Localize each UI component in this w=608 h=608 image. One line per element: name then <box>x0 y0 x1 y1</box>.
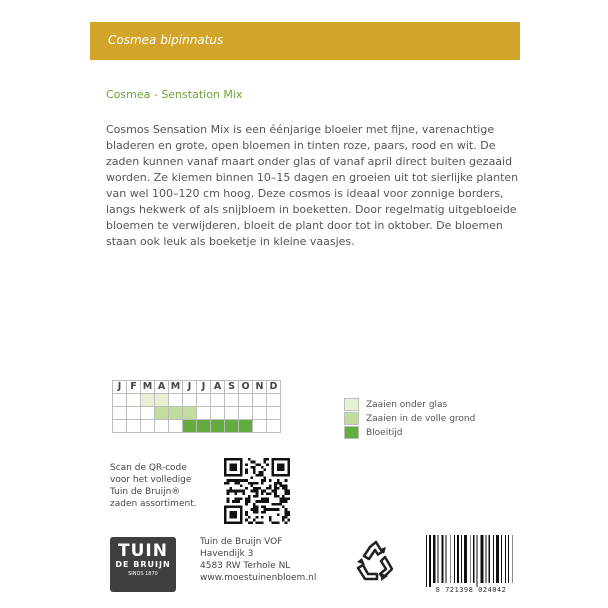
calendar-row-bloom <box>113 420 281 433</box>
brand-logo <box>110 537 176 592</box>
logo-line-1: TUIN <box>118 541 168 561</box>
calendar-cell <box>183 420 197 433</box>
calendar-cell <box>127 420 141 433</box>
calendar-row-sow-under-glass <box>113 394 281 407</box>
logo-line-3: SINDS 1870 <box>128 571 158 577</box>
qr-instructions <box>110 462 197 510</box>
variety-name: Cosmea - Senstation Mix <box>106 88 243 101</box>
qr-text-line: Scan de QR-code <box>110 463 187 473</box>
qr-text-line: Tuin de Bruijn® <box>110 487 181 497</box>
calendar-cell <box>183 407 197 420</box>
month-label: J <box>113 381 127 394</box>
month-label: J <box>183 381 197 394</box>
description-text: Cosmos Sensation Mix is een éénjarige bloeier met fijne, varenachtige bladeren en grote, open bloemen in tinten roze, paars, rood en wit. De zaden kunnen vanaf maart onder glas of vanaf april direct buiten gezaaid worden. Ze kiemen binnen 10–15 dagen en groeien uit tot sierlijke planten van wel 100–120 cm hoog. Deze cosmos is ideaal voor zonnige borders, langs hekwerk of als snijbloem in boeketten. Door regelmatig uitgebloeide bloemen te verwijderen, bloeit de plant door tot in oktober. De bloemen staan ook leuk als boeketje in kleine vaasjes. <box>106 123 519 248</box>
legend-label: Bloeitijd <box>366 427 403 438</box>
website-link[interactable]: www.moestuinenbloem.nl <box>200 573 317 583</box>
legend-swatch <box>344 398 359 411</box>
month-label: J <box>197 381 211 394</box>
calendar-cell <box>253 394 267 407</box>
calendar-cell <box>267 420 281 433</box>
calendar-cell <box>225 394 239 407</box>
calendar-cell <box>239 420 253 433</box>
calendar-cell <box>225 420 239 433</box>
calendar-cell <box>211 394 225 407</box>
calendar-cell <box>155 394 169 407</box>
address-line: Havendijk 3 <box>200 549 254 559</box>
month-label: A <box>155 381 169 394</box>
calendar-cell <box>197 420 211 433</box>
calendar-cell <box>197 394 211 407</box>
calendar-cell <box>113 394 127 407</box>
calendar-legend <box>344 398 475 440</box>
calendar-cell <box>155 420 169 433</box>
calendar-cell <box>211 420 225 433</box>
legend-label: Zaaien onder glas <box>366 399 448 410</box>
logo-line-2: DE BRUIJN <box>115 560 171 569</box>
qr-text-line: zaden assortiment. <box>110 499 197 509</box>
legend-item-bloom <box>344 426 475 439</box>
calendar-cell <box>169 407 183 420</box>
calendar-cell <box>155 407 169 420</box>
month-label: M <box>169 381 183 394</box>
calendar-cell <box>253 420 267 433</box>
calendar-cell <box>127 407 141 420</box>
month-label: O <box>239 381 253 394</box>
calendar-cell <box>141 394 155 407</box>
month-label: D <box>267 381 281 394</box>
calendar-month-row <box>113 381 281 394</box>
calendar-cell <box>239 394 253 407</box>
address-line: 4583 RW Terhole NL <box>200 561 291 571</box>
calendar-cell <box>183 394 197 407</box>
calendar-cell <box>239 407 253 420</box>
recycle-icon <box>350 537 400 587</box>
legend-item-sow-under-glass <box>344 398 475 411</box>
qr-code-icon[interactable] <box>224 458 290 524</box>
address-line: Tuin de Bruijn VOF <box>200 537 283 547</box>
company-address <box>200 536 316 584</box>
legend-item-sow-outdoors <box>344 412 475 425</box>
legend-swatch <box>344 412 359 425</box>
species-title: Cosmea bipinnatus <box>108 33 224 47</box>
barcode-icon <box>424 535 518 587</box>
calendar-cell <box>267 394 281 407</box>
calendar-row-sow-outdoors <box>113 407 281 420</box>
calendar-cell <box>141 407 155 420</box>
calendar-cell <box>197 407 211 420</box>
calendar-cell <box>211 407 225 420</box>
calendar-cell <box>113 407 127 420</box>
calendar-cell <box>225 407 239 420</box>
calendar-cell <box>253 407 267 420</box>
legend-label: Zaaien in de volle grond <box>366 413 476 424</box>
calendar-cell <box>113 420 127 433</box>
title-banner <box>90 22 520 60</box>
month-label: M <box>141 381 155 394</box>
month-label: N <box>253 381 267 394</box>
calendar-cell <box>141 420 155 433</box>
qr-text-line: voor het volledige <box>110 475 192 485</box>
month-label: A <box>211 381 225 394</box>
calendar-cell <box>127 394 141 407</box>
calendar-cell <box>267 407 281 420</box>
calendar-cell <box>169 420 183 433</box>
month-label: F <box>127 381 141 394</box>
legend-swatch <box>344 426 359 439</box>
barcode-number: 8 721398 024042 <box>435 586 507 594</box>
calendar-cell <box>169 394 183 407</box>
sowing-calendar <box>112 380 281 433</box>
month-label: S <box>225 381 239 394</box>
